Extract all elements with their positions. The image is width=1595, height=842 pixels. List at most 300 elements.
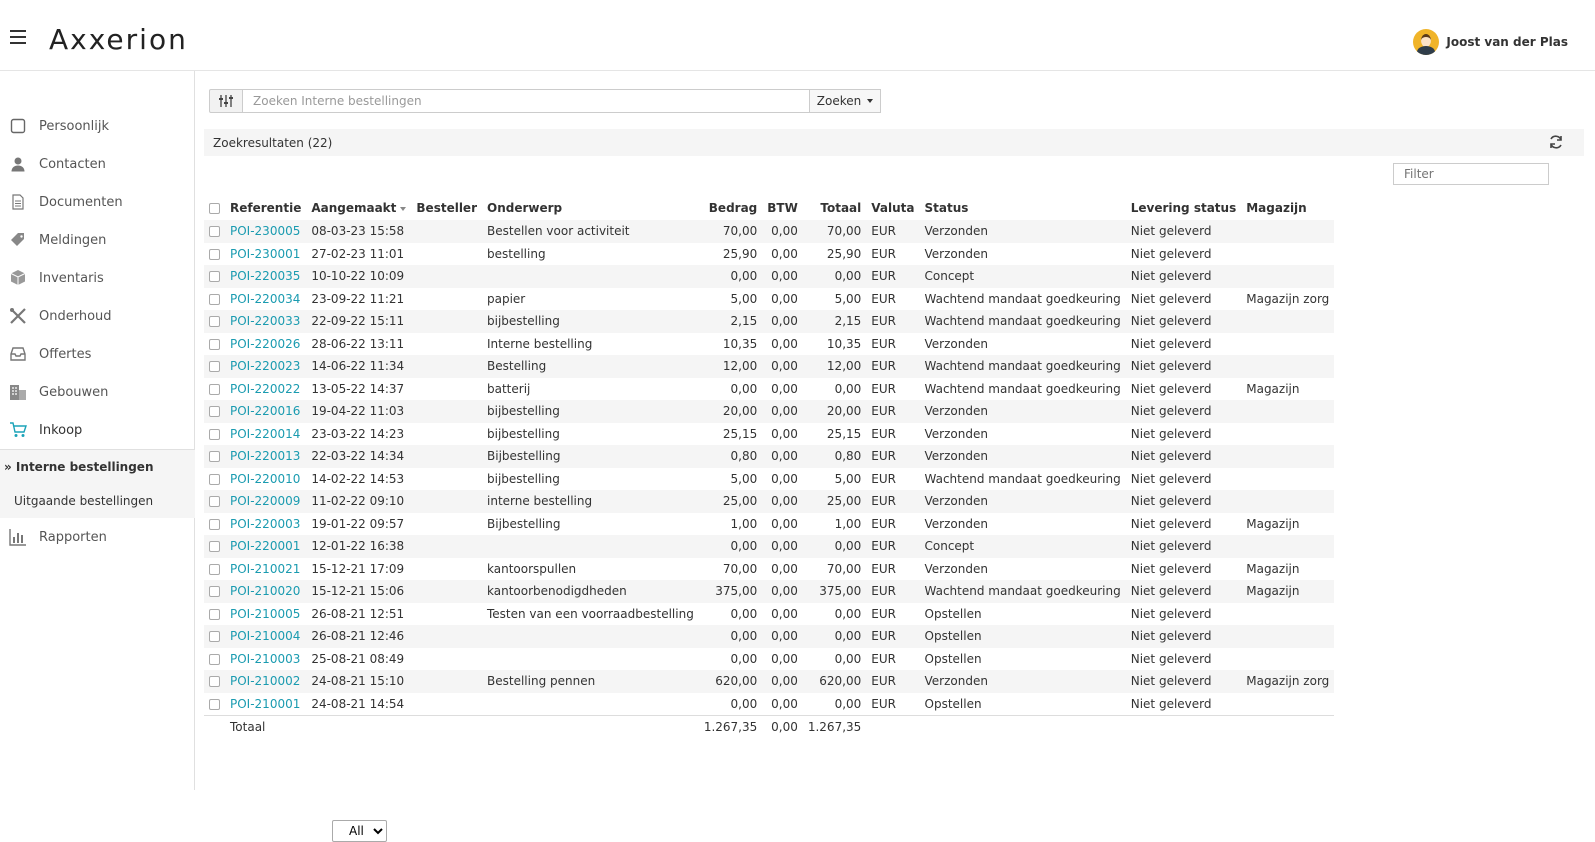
cell-onderwerp xyxy=(482,535,699,558)
cell-btw: 0,00 xyxy=(771,561,798,576)
cell-totaal: 25,00 xyxy=(826,494,862,509)
cell-btw: 0,00 xyxy=(771,651,798,666)
col-magazijn[interactable]: Magazijn xyxy=(1246,201,1307,215)
cell-onderwerp: kantoorbenodigdheden xyxy=(487,584,627,599)
cell-aangemaakt: 08-03-23 15:58 xyxy=(311,224,405,239)
avatar[interactable] xyxy=(1413,29,1439,55)
cell-onderwerp: Bestelling xyxy=(487,359,547,374)
cell-totaal: 20,00 xyxy=(826,404,862,419)
cell-totaal: 25,15 xyxy=(826,426,862,441)
cell-onderwerp: bijbestelling xyxy=(487,471,560,486)
cell-magazijn xyxy=(1241,400,1334,423)
cell-levering-status: Niet geleverd xyxy=(1130,359,1212,374)
sidebar-item-onderhoud[interactable] xyxy=(0,297,195,335)
search-button-label: Zoeken xyxy=(816,94,862,108)
cell-totaal: 25,90 xyxy=(826,246,862,261)
cell-besteller xyxy=(411,603,482,626)
cell-referentie[interactable]: POI-220010 xyxy=(230,471,301,486)
results-panel xyxy=(204,129,1584,809)
cell-besteller xyxy=(411,535,482,558)
cell-referentie[interactable]: POI-210004 xyxy=(230,629,301,644)
top-bar xyxy=(0,0,1595,71)
cell-besteller xyxy=(411,400,482,423)
row-checkbox[interactable] xyxy=(209,226,220,237)
search-button[interactable] xyxy=(810,89,881,113)
cell-totaal: 0,80 xyxy=(834,449,862,464)
cell-status: Opstellen xyxy=(924,696,982,711)
col-totaal[interactable]: Totaal xyxy=(820,201,862,215)
cell-btw: 0,00 xyxy=(771,516,798,531)
cell-bedrag: 375,00 xyxy=(715,584,758,599)
cell-levering-status: Niet geleverd xyxy=(1130,426,1212,441)
cell-referentie[interactable]: POI-220035 xyxy=(230,269,301,284)
cell-btw: 0,00 xyxy=(771,584,798,599)
cell-totaal: 620,00 xyxy=(819,674,862,689)
cell-magazijn xyxy=(1241,243,1334,266)
refresh-icon[interactable] xyxy=(1548,134,1564,150)
cell-status: Wachtend mandaat goedkeuring xyxy=(924,314,1121,329)
cell-onderwerp: kantoorspullen xyxy=(487,561,577,576)
cell-valuta: EUR xyxy=(871,449,896,464)
sidebar-subitem-interne-bestellingen[interactable]: » Interne bestellingen xyxy=(4,460,154,474)
row-checkbox[interactable] xyxy=(209,361,220,372)
table-row[interactable] xyxy=(204,220,1334,243)
cell-onderwerp: Bestelling pennen xyxy=(487,674,596,689)
row-checkbox[interactable] xyxy=(209,339,220,350)
cell-besteller xyxy=(411,558,482,581)
cell-totaal: 5,00 xyxy=(834,291,862,306)
cell-levering-status: Niet geleverd xyxy=(1130,224,1212,239)
document-icon xyxy=(9,193,27,211)
cell-totaal: 10,35 xyxy=(826,336,862,351)
cell-bedrag: 620,00 xyxy=(715,674,758,689)
cell-referentie[interactable]: POI-230001 xyxy=(230,246,301,261)
cell-referentie[interactable]: POI-220013 xyxy=(230,449,301,464)
cell-status: Verzonden xyxy=(924,674,988,689)
cell-referentie[interactable]: POI-230005 xyxy=(230,224,301,239)
cell-onderwerp: Interne bestelling xyxy=(487,336,593,351)
cell-aangemaakt: 15-12-21 15:06 xyxy=(311,584,405,599)
cell-besteller xyxy=(411,693,482,716)
results-title: Zoekresultaten (22) xyxy=(213,135,333,150)
cell-aangemaakt: 27-02-23 11:01 xyxy=(311,246,405,261)
cell-besteller xyxy=(411,490,482,513)
footer-vat: 0,00 xyxy=(762,715,803,738)
cell-referentie[interactable]: POI-210020 xyxy=(230,584,301,599)
row-checkbox[interactable] xyxy=(209,294,220,305)
cell-aangemaakt: 23-09-22 11:21 xyxy=(311,291,405,306)
cell-btw: 0,00 xyxy=(771,336,798,351)
cell-magazijn xyxy=(1241,648,1334,671)
cell-status: Verzonden xyxy=(924,449,988,464)
cell-referentie[interactable]: POI-210001 xyxy=(230,696,301,711)
search-input[interactable] xyxy=(243,89,810,113)
cell-btw: 0,00 xyxy=(771,269,798,284)
cell-btw: 0,00 xyxy=(771,471,798,486)
col-status[interactable]: Status xyxy=(924,201,969,215)
row-checkbox[interactable] xyxy=(209,586,220,597)
cell-aangemaakt: 24-08-21 14:54 xyxy=(311,696,405,711)
sidebar-subnav xyxy=(0,449,195,518)
cell-onderwerp: papier xyxy=(487,291,526,306)
cell-referentie[interactable]: POI-220014 xyxy=(230,426,301,441)
cell-bedrag: 0,00 xyxy=(730,606,758,621)
sidebar-item-label: Meldingen xyxy=(39,232,107,248)
cell-valuta: EUR xyxy=(871,606,896,621)
table-row[interactable] xyxy=(204,310,1334,333)
cell-status: Verzonden xyxy=(924,246,988,261)
cell-besteller xyxy=(411,243,482,266)
cell-btw: 0,00 xyxy=(771,314,798,329)
sidebar-item-label: Documenten xyxy=(39,194,123,210)
sidebar-item-documenten[interactable] xyxy=(0,183,195,221)
box-icon xyxy=(9,269,27,287)
cell-magazijn xyxy=(1241,310,1334,333)
table-row[interactable] xyxy=(204,693,1334,716)
cell-valuta: EUR xyxy=(871,584,896,599)
table-row[interactable] xyxy=(204,513,1334,536)
sidebar-item-inkoop[interactable] xyxy=(0,411,195,449)
select-all-checkbox[interactable] xyxy=(209,203,220,214)
cell-levering-status: Niet geleverd xyxy=(1130,539,1212,554)
footer-label: Totaal xyxy=(225,715,306,738)
cell-totaal: 12,00 xyxy=(826,359,862,374)
table-row[interactable] xyxy=(204,490,1334,513)
cell-onderwerp: Bijbestelling xyxy=(487,516,561,531)
cell-levering-status: Niet geleverd xyxy=(1130,606,1212,621)
cell-onderwerp xyxy=(482,625,699,648)
cell-referentie[interactable]: POI-210021 xyxy=(230,561,301,576)
cell-bedrag: 0,00 xyxy=(730,629,758,644)
col-besteller[interactable]: Besteller xyxy=(416,201,477,215)
cell-referentie[interactable]: POI-220026 xyxy=(230,336,301,351)
results-table xyxy=(204,196,1334,738)
cell-bedrag: 1,00 xyxy=(730,516,758,531)
cell-valuta: EUR xyxy=(871,336,896,351)
cell-bedrag: 5,00 xyxy=(730,291,758,306)
table-row[interactable] xyxy=(204,423,1334,446)
cell-onderwerp xyxy=(482,265,699,288)
cell-totaal: 1,00 xyxy=(834,516,862,531)
cell-aangemaakt: 28-06-22 13:11 xyxy=(311,336,405,351)
cell-bedrag: 25,00 xyxy=(722,494,758,509)
col-btw[interactable]: BTW xyxy=(767,201,798,215)
cell-onderwerp: batterij xyxy=(487,381,531,396)
cell-valuta: EUR xyxy=(871,426,896,441)
cell-aangemaakt: 22-09-22 15:11 xyxy=(311,314,405,329)
row-checkbox[interactable] xyxy=(209,609,220,620)
sidebar-item-label: Inkoop xyxy=(39,422,83,438)
cell-referentie[interactable]: POI-220009 xyxy=(230,494,301,509)
cell-levering-status: Niet geleverd xyxy=(1130,629,1212,644)
col-onderwerp[interactable]: Onderwerp xyxy=(487,201,563,215)
cell-status: Opstellen xyxy=(924,629,982,644)
cell-referentie[interactable]: POI-220016 xyxy=(230,404,301,419)
cell-levering-status: Niet geleverd xyxy=(1130,246,1212,261)
cell-status: Wachtend mandaat goedkeuring xyxy=(924,381,1121,396)
cell-referentie[interactable]: POI-220034 xyxy=(230,291,301,306)
cell-valuta: EUR xyxy=(871,269,896,284)
cell-levering-status: Niet geleverd xyxy=(1130,314,1212,329)
tag-icon xyxy=(9,231,27,249)
row-checkbox[interactable] xyxy=(209,271,220,282)
table-header-row xyxy=(204,196,1334,220)
cell-besteller xyxy=(411,265,482,288)
cell-levering-status: Niet geleverd xyxy=(1130,584,1212,599)
row-checkbox[interactable] xyxy=(209,316,220,327)
table-row[interactable] xyxy=(204,625,1334,648)
cell-btw: 0,00 xyxy=(771,606,798,621)
cell-status: Verzonden xyxy=(924,404,988,419)
table-footer-row xyxy=(204,715,1334,738)
sidebar-item-inventaris[interactable] xyxy=(0,259,195,297)
row-checkbox[interactable] xyxy=(209,451,220,462)
cell-status: Wachtend mandaat goedkeuring xyxy=(924,584,1121,599)
cell-btw: 0,00 xyxy=(771,404,798,419)
cell-levering-status: Niet geleverd xyxy=(1130,404,1212,419)
cell-status: Concept xyxy=(924,539,975,554)
app-logo[interactable]: Axxerion xyxy=(49,23,188,56)
tools-icon xyxy=(9,307,27,325)
cell-bedrag: 5,00 xyxy=(730,471,758,486)
cell-valuta: EUR xyxy=(871,404,896,419)
cell-btw: 0,00 xyxy=(771,291,798,306)
cell-levering-status: Niet geleverd xyxy=(1130,291,1212,306)
cell-onderwerp: Bestellen voor activiteit xyxy=(487,224,630,239)
chevron-down-icon xyxy=(867,99,873,103)
cell-btw: 0,00 xyxy=(771,449,798,464)
cell-magazijn xyxy=(1241,535,1334,558)
cell-bedrag: 0,00 xyxy=(730,651,758,666)
cell-aangemaakt: 12-01-22 16:38 xyxy=(311,539,405,554)
cell-valuta: EUR xyxy=(871,494,896,509)
cell-valuta: EUR xyxy=(871,561,896,576)
cell-bedrag: 25,90 xyxy=(722,246,758,261)
cell-aangemaakt: 14-06-22 11:34 xyxy=(311,359,405,374)
table-row[interactable] xyxy=(204,400,1334,423)
cell-aangemaakt: 24-08-21 15:10 xyxy=(311,674,405,689)
sidebar-item-persoonlijk[interactable] xyxy=(0,107,195,145)
cell-magazijn xyxy=(1241,468,1334,491)
table-row[interactable] xyxy=(204,558,1334,581)
page-size-select[interactable] xyxy=(332,820,387,842)
cell-status: Verzonden xyxy=(924,516,988,531)
cell-bedrag: 10,35 xyxy=(722,336,758,351)
row-checkbox[interactable] xyxy=(209,406,220,417)
cell-status: Verzonden xyxy=(924,426,988,441)
cell-magazijn xyxy=(1241,693,1334,716)
row-checkbox[interactable] xyxy=(209,474,220,485)
cell-magazijn xyxy=(1241,490,1334,513)
cell-onderwerp: bijbestelling xyxy=(487,426,560,441)
cell-magazijn: Magazijn zorg xyxy=(1246,291,1330,306)
cell-levering-status: Niet geleverd xyxy=(1130,449,1212,464)
table-row[interactable] xyxy=(204,355,1334,378)
sidebar-item-offertes[interactable] xyxy=(0,335,195,373)
table-row[interactable] xyxy=(204,648,1334,671)
cell-besteller xyxy=(411,310,482,333)
cell-bedrag: 0,00 xyxy=(730,696,758,711)
cell-levering-status: Niet geleverd xyxy=(1130,674,1212,689)
table-row[interactable] xyxy=(204,580,1334,603)
cell-valuta: EUR xyxy=(871,381,896,396)
cell-bedrag: 0,00 xyxy=(730,269,758,284)
filter-input[interactable] xyxy=(1393,163,1549,185)
cell-bedrag: 2,15 xyxy=(730,314,758,329)
col-bedrag[interactable]: Bedrag xyxy=(708,201,758,215)
cell-onderwerp: bijbestelling xyxy=(487,314,560,329)
cell-status: Opstellen xyxy=(924,651,982,666)
cell-referentie[interactable]: POI-220001 xyxy=(230,539,301,554)
cell-bedrag: 70,00 xyxy=(722,561,758,576)
row-checkbox[interactable] xyxy=(209,654,220,665)
footer-total: 1.267,35 xyxy=(803,715,866,738)
cell-valuta: EUR xyxy=(871,291,896,306)
results-header xyxy=(204,129,1584,156)
cell-bedrag: 0,00 xyxy=(730,539,758,554)
hamburger-menu-icon[interactable] xyxy=(10,30,26,44)
table-row[interactable] xyxy=(204,670,1334,693)
row-checkbox[interactable] xyxy=(209,541,220,552)
building-icon xyxy=(9,383,27,401)
sidebar-subitem-uitgaande-bestellingen[interactable]: Uitgaande bestellingen xyxy=(14,494,154,508)
row-checkbox[interactable] xyxy=(209,699,220,710)
table-row[interactable] xyxy=(204,265,1334,288)
cell-referentie[interactable]: POI-210002 xyxy=(230,674,301,689)
sidebar-item-label: Inventaris xyxy=(39,270,104,286)
cell-referentie[interactable]: POI-220003 xyxy=(230,516,301,531)
table-row[interactable] xyxy=(204,445,1334,468)
cell-besteller xyxy=(411,513,482,536)
cell-aangemaakt: 19-01-22 09:57 xyxy=(311,516,405,531)
search-bar xyxy=(209,89,881,113)
table-row[interactable] xyxy=(204,535,1334,558)
cell-status: Verzonden xyxy=(924,561,988,576)
cell-totaal: 2,15 xyxy=(834,314,862,329)
cell-referentie[interactable]: POI-210003 xyxy=(230,651,301,666)
row-checkbox[interactable] xyxy=(209,519,220,530)
cell-status: Verzonden xyxy=(924,494,988,509)
cell-aangemaakt: 25-08-21 08:49 xyxy=(311,651,405,666)
table-row[interactable] xyxy=(204,468,1334,491)
cell-status: Opstellen xyxy=(924,606,982,621)
cell-levering-status: Niet geleverd xyxy=(1130,516,1212,531)
cell-valuta: EUR xyxy=(871,696,896,711)
sidebar-item-meldingen[interactable] xyxy=(0,221,195,259)
row-checkbox[interactable] xyxy=(209,564,220,575)
cell-aangemaakt: 11-02-22 09:10 xyxy=(311,494,405,509)
cell-besteller xyxy=(411,220,482,243)
cell-levering-status: Niet geleverd xyxy=(1130,494,1212,509)
table-row[interactable] xyxy=(204,243,1334,266)
cell-btw: 0,00 xyxy=(771,696,798,711)
row-checkbox[interactable] xyxy=(209,384,220,395)
cell-btw: 0,00 xyxy=(771,539,798,554)
col-valuta[interactable]: Valuta xyxy=(871,201,915,215)
cell-btw: 0,00 xyxy=(771,359,798,374)
cart-icon xyxy=(9,421,27,439)
row-checkbox[interactable] xyxy=(209,249,220,260)
cell-magazijn xyxy=(1241,625,1334,648)
cell-bedrag: 70,00 xyxy=(722,224,758,239)
table-row[interactable] xyxy=(204,378,1334,401)
cell-aangemaakt: 26-08-21 12:51 xyxy=(311,606,405,621)
cell-totaal: 0,00 xyxy=(834,629,862,644)
cell-magazijn: Magazijn xyxy=(1246,381,1300,396)
col-referentie[interactable]: Referentie xyxy=(230,201,302,215)
sidebar-item-rapporten[interactable] xyxy=(0,518,195,556)
cell-totaal: 0,00 xyxy=(834,606,862,621)
cell-totaal: 70,00 xyxy=(826,561,862,576)
cell-valuta: EUR xyxy=(871,516,896,531)
col-aangemaakt[interactable]: Aangemaakt xyxy=(306,196,411,220)
cell-onderwerp xyxy=(482,693,699,716)
cell-aangemaakt: 22-03-22 14:34 xyxy=(311,449,405,464)
cell-besteller xyxy=(411,625,482,648)
table-body xyxy=(204,220,1334,715)
row-checkbox[interactable] xyxy=(209,676,220,687)
sort-desc-icon xyxy=(400,207,406,211)
cell-levering-status: Niet geleverd xyxy=(1130,336,1212,351)
cell-valuta: EUR xyxy=(871,651,896,666)
cell-referentie[interactable]: POI-220022 xyxy=(230,381,301,396)
row-checkbox[interactable] xyxy=(209,631,220,642)
cell-levering-status: Niet geleverd xyxy=(1130,471,1212,486)
cell-btw: 0,00 xyxy=(771,494,798,509)
table-row[interactable] xyxy=(204,333,1334,356)
cell-besteller xyxy=(411,445,482,468)
cell-besteller xyxy=(411,648,482,671)
sidebar-item-contacten[interactable] xyxy=(0,145,195,183)
cell-levering-status: Niet geleverd xyxy=(1130,269,1212,284)
cell-valuta: EUR xyxy=(871,224,896,239)
table-row[interactable] xyxy=(204,288,1334,311)
cell-totaal: 0,00 xyxy=(834,269,862,284)
user-menu[interactable] xyxy=(1413,27,1568,57)
cell-status: Wachtend mandaat goedkeuring xyxy=(924,359,1121,374)
sidebar-item-label: Offertes xyxy=(39,346,92,362)
cell-totaal: 70,00 xyxy=(826,224,862,239)
table-row[interactable] xyxy=(204,603,1334,626)
cell-besteller xyxy=(411,378,482,401)
cell-aangemaakt: 15-12-21 17:09 xyxy=(311,561,405,576)
sidebar-nav xyxy=(0,107,195,556)
cell-magazijn: Magazijn xyxy=(1246,516,1300,531)
cell-onderwerp: Bijbestelling xyxy=(487,449,561,464)
chart-icon xyxy=(9,528,27,546)
advanced-filter-button[interactable] xyxy=(209,89,243,113)
cell-referentie[interactable]: POI-220033 xyxy=(230,314,301,329)
cell-besteller xyxy=(411,333,482,356)
row-checkbox[interactable] xyxy=(209,496,220,507)
cell-magazijn xyxy=(1241,603,1334,626)
row-checkbox[interactable] xyxy=(209,429,220,440)
col-levering-status[interactable]: Levering status xyxy=(1130,201,1237,215)
cell-aangemaakt: 14-02-22 14:53 xyxy=(311,471,405,486)
sidebar-item-label: Onderhoud xyxy=(39,308,112,324)
cell-bedrag: 0,80 xyxy=(730,449,758,464)
cell-bedrag: 0,00 xyxy=(730,381,758,396)
user-name[interactable]: Joost van der Plas xyxy=(1446,35,1568,49)
sidebar-item-gebouwen[interactable] xyxy=(0,373,195,411)
cell-referentie[interactable]: POI-210005 xyxy=(230,606,301,621)
cell-aangemaakt: 23-03-22 14:23 xyxy=(311,426,405,441)
cell-btw: 0,00 xyxy=(771,674,798,689)
cell-referentie[interactable]: POI-220023 xyxy=(230,359,301,374)
cell-btw: 0,00 xyxy=(771,246,798,261)
cell-btw: 0,00 xyxy=(771,629,798,644)
cell-valuta: EUR xyxy=(871,471,896,486)
